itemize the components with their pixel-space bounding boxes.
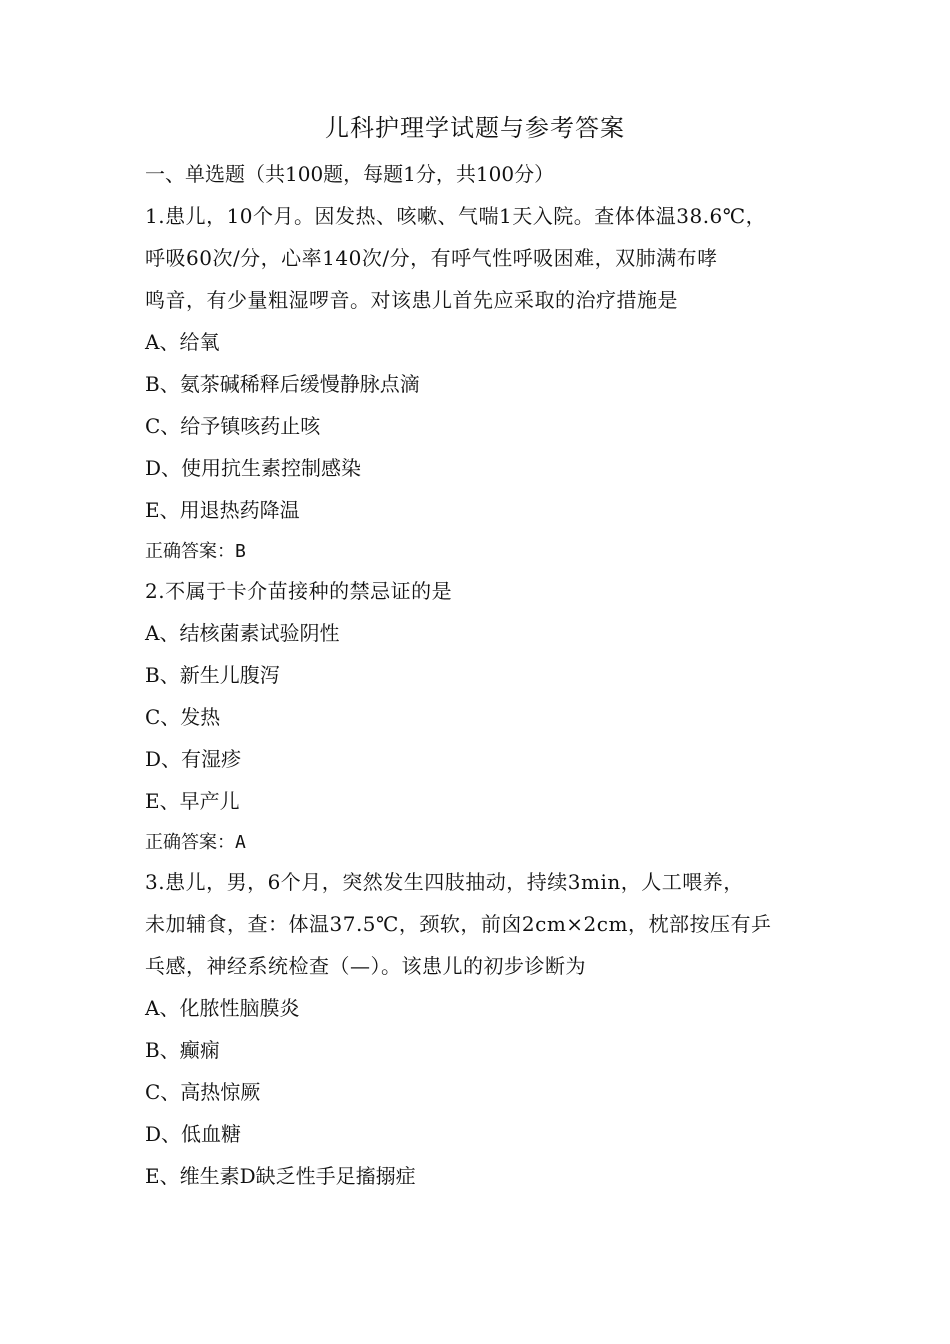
- q1-option-e: E、用退热药降温: [145, 498, 300, 522]
- q1-stem-line-3: 鸣音，有少量粗湿啰音。对该患儿首先应采取的治疗措施是: [145, 288, 678, 312]
- q3-stem-line-2: 未加辅食，查：体温37.5℃，颈软，前囟2cm×2cm，枕部按压有乒: [145, 912, 772, 936]
- section-heading: 一、单选题（共100题，每题1分，共100分）: [145, 162, 555, 186]
- q2-answer: 正确答案：A: [145, 832, 246, 853]
- q3-stem-line-1: 3.患儿，男，6个月，突然发生四肢抽动，持续3min，人工喂养，: [145, 870, 744, 894]
- q3-option-a: A、化脓性脑膜炎: [145, 996, 300, 1020]
- q1-option-b: B、氨茶碱稀释后缓慢静脉点滴: [145, 372, 420, 396]
- q3-stem-line-3: 乓感，神经系统检查（—）。该患儿的初步诊断为: [145, 954, 586, 978]
- q3-option-b: B、癫痫: [145, 1038, 220, 1062]
- q2-option-c: C、发热: [145, 705, 221, 729]
- q1-stem-line-1: 1.患儿，10个月。因发热、咳嗽、气喘1天入院。查体体温38.6℃，: [145, 204, 767, 228]
- q1-stem-line-2: 呼吸60次/分，心率140次/分，有呼气性呼吸困难，双肺满布哮: [145, 246, 718, 270]
- q2-option-e: E、早产儿: [145, 789, 240, 813]
- q1-option-c: C、给予镇咳药止咳: [145, 414, 321, 438]
- q2-stem-line-1: 2.不属于卡介苗接种的禁忌证的是: [145, 579, 453, 603]
- q1-option-a: A、给氧: [145, 330, 220, 354]
- q1-answer: 正确答案：B: [145, 541, 246, 562]
- q2-option-b: B、新生儿腹泻: [145, 663, 280, 687]
- q3-option-e: E、维生素D缺乏性手足搐搦症: [145, 1164, 416, 1188]
- document-title: 儿科护理学试题与参考答案: [325, 114, 625, 142]
- q1-option-d: D、使用抗生素控制感染: [145, 456, 362, 480]
- q3-option-c: C、高热惊厥: [145, 1080, 261, 1104]
- q3-option-d: D、低血糖: [145, 1122, 242, 1146]
- q2-option-d: D、有湿疹: [145, 747, 242, 771]
- q2-option-a: A、结核菌素试验阴性: [145, 621, 340, 645]
